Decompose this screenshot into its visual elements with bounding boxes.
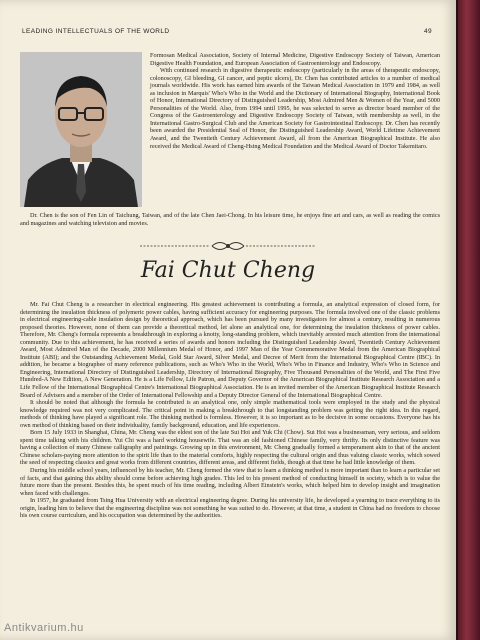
body-paragraph: During his middle school years, influenced by his teacher, Mr. Cheng formed the view that to learn a thinking method is more important than to learn a particular set of facts, and that gaining this ability should come before achieving high grades. This led to his present method of conducting himself in society, which is to value the future more than the present. Besides this, he spent much of his time reading, including Albert Einstein's works, which helped him to develop insight and imagination when faced with challenges.: [20, 467, 440, 497]
biography-heading: Fai Chut Cheng: [140, 258, 316, 283]
portrait-photo: [20, 52, 142, 207]
watermark: Antikvarium.hu: [4, 622, 84, 634]
book-spine: [458, 0, 480, 640]
body-paragraph: In 1957, he graduated from Tsing Hua University with an electrical engineering degree. During his university life, he developed a yearning to trace everything to its origin, leading him to believe that the engineering discipline was not something he was suited to do. However, at that time, a student in China had no freedom to choose his own course curriculum, and his occupation was determined by the authorities.: [20, 497, 440, 520]
biography-body: [20, 301, 440, 520]
running-head-title: LEADING INTELLECTUALS OF THE WORLD: [22, 28, 170, 35]
bio-family-paragraph: Dr. Chen is the son of Fen Lin of Taichung, Taiwan, and of the late Chen Jaei-Chong. In his leisure time, he enjoys fine art and cars, as well as reading the comics and magazines and watching television and movies.: [20, 212, 440, 227]
body-paragraph: Born 15 July 1933 in Shanghai, China, Mr. Cheng was the eldest son of the late Sui Hoi and Yuk Chi (Chow). Sui Hoi was a businessman, very serious, and seldom spent time talking with his children. Yui Chi was a hard working housewife. That was an old fashioned Chinese family, very thrifty. Its only distinctive feature was having a collection of many Chinese calligraphy and paintings. Growing up in this environment, Mr. Cheng gradually formed a temperament akin to that of the ancient Chinese scholars-paying more attention to the spirit life than to the material comforts, highly respecting the cultural origin and thus valuing classic works, which sowed the seed of respecting classics and great works from different countries, different areas, and different fields, though at that time he had little knowledge of them.: [20, 429, 440, 467]
body-paragraph: It should be noted that although the formula he contributed is an analytical one, only simple mathematical tools were employed in the study and the physical knowledge required was not very complicated. The critical point in making a breakthrough to that longstanding problem was getting the right idea. In this regard, methods of thinking have played a significant role. The thinking method is formless. However, it is so important as to be decisive in some occasions. Everyone has his own method of thinking based on their individuality, family background, education, and life experiences.: [20, 399, 440, 429]
page-number: 49: [423, 28, 432, 35]
body-paragraph: Mr. Fai Chut Cheng is a researcher in electrical engineering. His greatest achievement is contributing a formula, an analytical expression of closed form, for determining the insulation thickness of polymeric power cables, having sufficient accuracy for engineering purposes. The formula involved one of the classic problems in electrical engineering-cable insulation design by theoretical approach, which has been pursued by many investigators for almost a century, resulting in numerous proposed theories. However, none of them can provide a theoretical method, let alone an analytical one, for determining the insulation thickness of power cables. Therefore, Mr. Cheng's formula represents a breakthrough in exploring a knotty, long-standing problem, which inevitably arrested much attention from the international community. Due to this achievement, he has received a series of awards and honors including the Distinguished Leadership Award, Twentieth Century Achievement Award, Most Admired Man of the Decade, 2000 Millennium Medal of Honor, and 1997 Man of the Year Commemorative Medal from the American Biographical Institute (ABI); and the Outstanding Achievement Medal, Gold Star Award, Silver Medal, and Decree of Merit from the International Biographical Centre (IBC). In addition, he became a biographee of many reference publications, such as Who's Who in the World, Who's Who in Finance and Industry, Who's Who in Science and Engineering, International Directory of Distinguished Leadership, Directory of International Biography, Five Thousand Personalities of the World, and The First Five Hundred-A New Edition, A New Generation. He is a Life Fellow, Life Patron, and Deputy Governor of the American Biographical Institute Research Association and a Life Fellow of the International Biographical Centre's International Biographical Association. He is an invited member of the American Biographical Institute Research Board of Advisers and a member of the Order of International Fellowship and a Deputy Director General of the International Biographical Centre.: [20, 301, 440, 399]
ornamental-divider: [140, 238, 316, 254]
bio-paragraph: Formosan Medical Association, Society of Internal Medicine, Digestive Endoscopy Society of Taiwan, American Digestive Health Foundation, and European Association of Gastroenterology and Endoscopy.: [150, 52, 440, 67]
running-head: [22, 28, 432, 35]
bio-continuation: [150, 52, 440, 150]
bio-paragraph: With continued research in digestive therapeutic endoscopy (particularly in the areas of therapeutic endoscopy, colonoscopy, GI bleeding, GI cancer, and peptic ulcers), Dr. Chen has contributed articles to a number of medical journals worldwide. His work has earned him awards of the Taiwan Medical Association in 1979 and 1984, as well as inclusion in Marquis' Who's Who in the World and the Dictionary of International Biography, International Book of Honor, International Directory of Distinguished Leadership, Most Admired Men & Women of the Year, and 5000 Personalities of the World. Also, from 1994 until 1995, he was selected to serve as director board member of the Congress of the Gastroenterology and Digestive Endoscopy Society of Taiwan, with membership as well, in the International Gastro-Surgical Club and the American Society for Gastrointestinal Endoscopy. Dr. Chen has recently been awarded the Presidential Seal of Honor, the Distinguished Leadership Award, World Lifetime Achievement Award, and the Twentieth Century Achievement Award, all from the American Biographical Institute. He also received the Medical Award of Cheng-Hsing Medical Foundation and the Medical Award of Doctor Takemitaro.: [150, 67, 440, 150]
